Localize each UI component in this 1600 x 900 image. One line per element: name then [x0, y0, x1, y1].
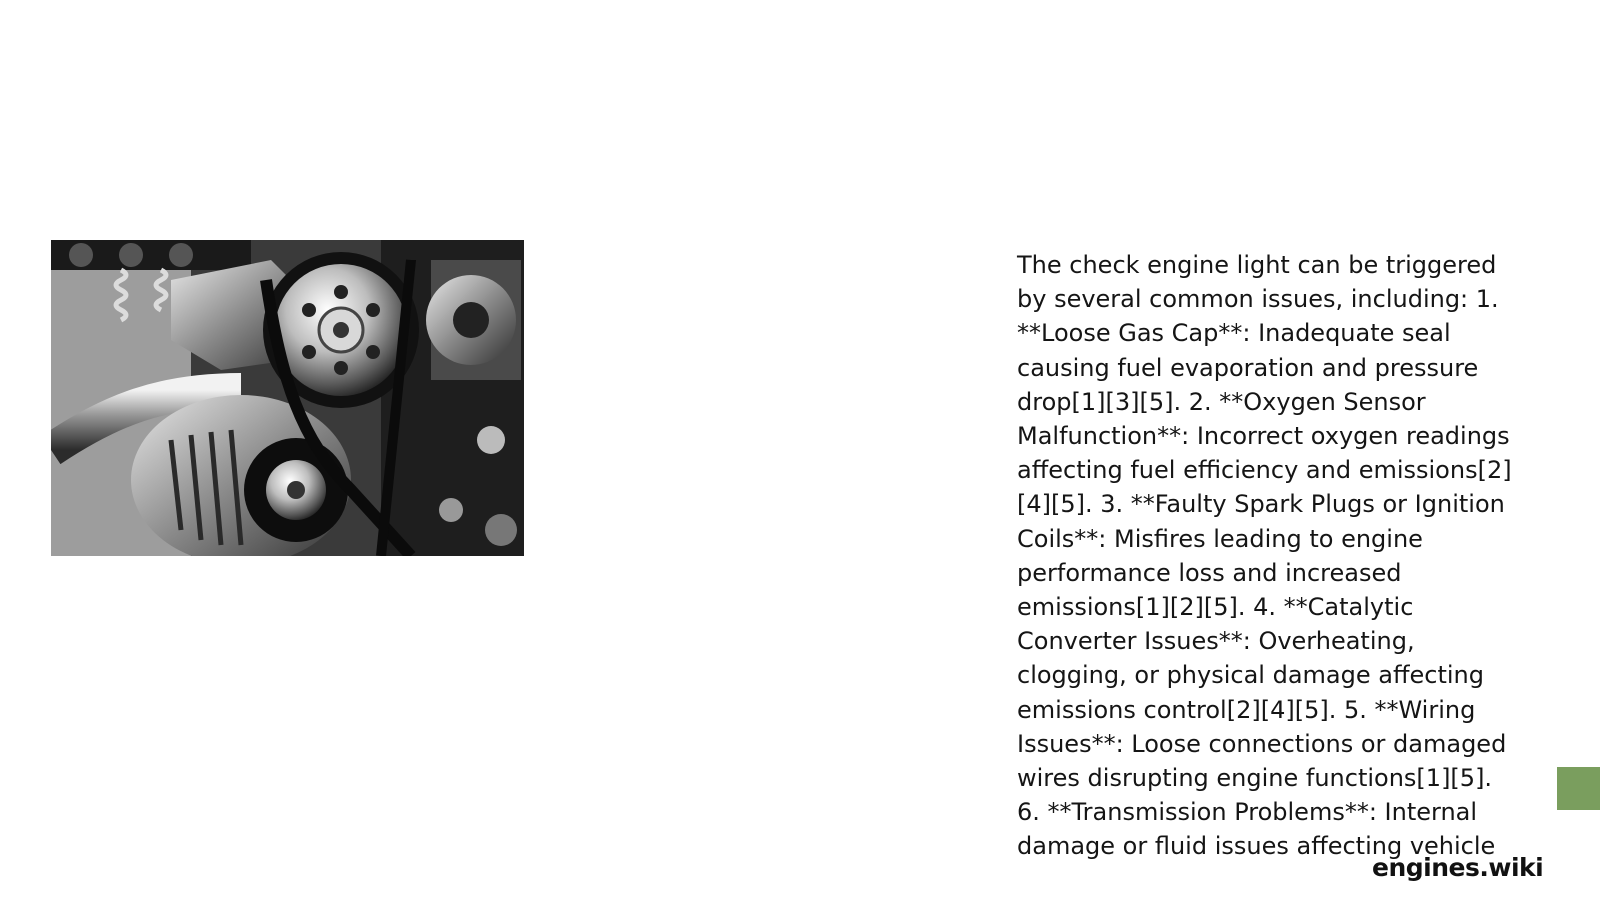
accent-block: [1557, 767, 1600, 810]
body-text: The check engine light can be triggered by several common issues, including: 1. **Loose Gas Cap**: Inadequate seal causing fuel evaporation and pressure drop[1][3][5]. 2. **Oxygen Sensor Malfunction**: Incorrect oxygen readings affecting fuel efficiency and emissions[2][4][5]. 3. **Faulty Spark Plugs or Ignition Coils**: Misfires leading to engine performance loss and increased emissions[1][2][5]. 4. **Catalytic Converter Issues**: Overheating, clogging, or physical damage affecting emissions control[2][4][5]. 5. **Wiring Issues**: Loose connections or damaged wires disrupting engine functions[1][5]. 6. **Transmission Problems**: Internal damage or fluid issues affecting vehicle: [1017, 251, 1512, 861]
brand-logo-text: engines.wiki: [1372, 853, 1544, 882]
